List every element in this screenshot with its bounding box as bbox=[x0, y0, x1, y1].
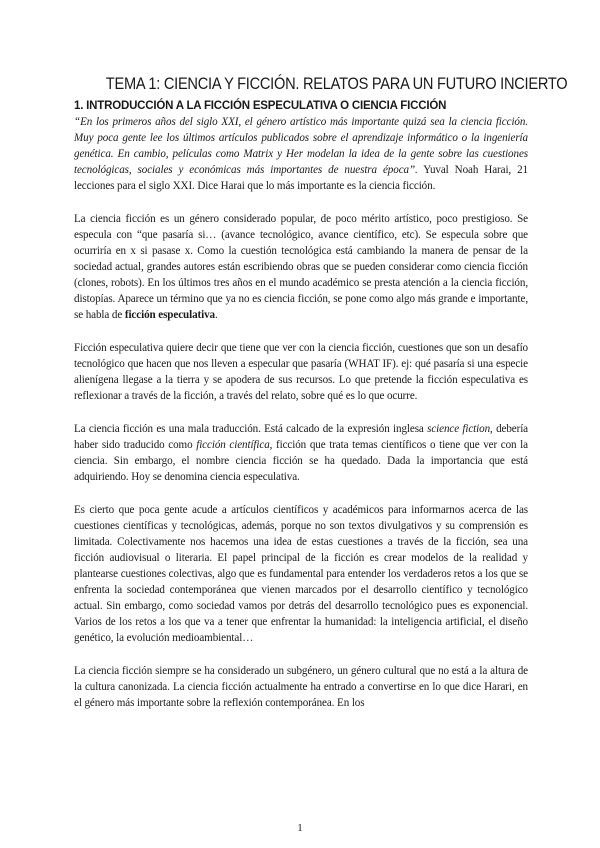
quote-attribution: Yuval Noah Harai, 21 lecciones para el siglo XXI. Dice Harai que lo más importante es la ciencia ficción. bbox=[74, 164, 528, 192]
italic-science-fiction: science fiction bbox=[427, 423, 491, 435]
paragraph-4-text-1: La ciencia ficción es una mala traducción. Está calcado de la expresión inglesa bbox=[74, 423, 428, 435]
paragraph-2-text: La ciencia ficción es un género considerado popular, de poco mérito artístico, poco prestigioso. Se especula con “que pasaría si… (avance tecnológico, avance científico, etc). Se especula sobre que ocurriría en x si pasase x. Como la cuestión tecnológica está cambiando la manera de pensar de la sociedad actual, grandes autores están escribiendo obras que se pueden considerar como ciencia ficción (clones, robots). En los últimos tres años en el mundo académico se presta atención a la ciencia ficción, distopías. Aparece un término que ya no es ciencia ficción, se pone como algo más grande e importante, se habla de bbox=[74, 213, 528, 321]
paragraph-2 bbox=[74, 211, 528, 323]
page-number: 1 bbox=[297, 822, 303, 834]
document-title: TEMA 1: CIENCIA Y FICCIÓN. RELATOS PARA UN FUTURO INCIERTO bbox=[105, 74, 568, 93]
page-content bbox=[74, 74, 568, 728]
paragraph-4-text-2: , debería haber sido traducido como bbox=[74, 423, 529, 451]
section-heading: 1. INTRODUCCIÓN A LA FICCIÓN ESPECULATIVA O CIENCIA FICCIÓN bbox=[74, 100, 447, 112]
paragraph-4 bbox=[74, 421, 528, 485]
paragraph-4-text-3: , ficción que trata temas científicos o tiene que ver con la ciencia. Sin embargo, el nombre ciencia ficción se ha quedado. Dada la importancia que está adquiriendo. Hoy se denomina ciencia especulativa. bbox=[74, 439, 528, 483]
paragraph-6: La ciencia ficción siempre se ha considerado un subgénero, un género cultural que no está a la altura de la cultura canonizada. La ciencia ficción actualmente ha entrado a convertirse en lo que dice Harari, en el género más importante sobre la reflexión contemporánea. En los bbox=[74, 665, 528, 709]
harari-quote: “En los primeros años del siglo XXI, el género artístico más importante quizá sea la ciencia ficción. Muy poca gente lee los últimos artículos publicados sobre el aprendizaje informático o la ingeniería genética. En cambio, películas como Matrix y Her modelan la idea de la gente sobre las cuestiones tecnológicas, sociales y económicas más importantes de nuestra época”. bbox=[74, 116, 528, 176]
paragraph-3: Ficción especulativa quiere decir que tiene que ver con la ciencia ficción, cuestiones que son un desafío tecnológico que hacen que nos lleven a especular que pasaría (WHAT IF). ej: qué pasaría si una especie alienígena llegase a la tierra y se apodera de sus recursos. Lo que pretende la ficción especulativa es reflexionar a través de la ficción, a través del relato, sobre qué es lo que ocurre. bbox=[74, 342, 528, 402]
paragraph-quote bbox=[74, 114, 528, 194]
paragraph-5: Es cierto que poca gente acude a artículos científicos y académicos para informarnos acerca de las cuestiones científicas y tecnológicas, además, porque no son textos divulgativos y su comprensión es limitada. Colectivamente nos hacemos una idea de estas cuestiones a través de la ficción, sea una ficción audiovisual o literaria. El papel principal de la ficción es crear modelos de la realidad y plantearse cuestiones colectivas, algo que es fundamental para entender los verdaderos retos a los que se enfrenta la sociedad contemporánea que vienen marcados por el desarrollo científico y tecnológico actual. Sin embargo, como sociedad vamos por detrás del desarrollo tecnológico pues es exponencial. Varios de los retos a los que va a tener que enfrentar la humanidad: la inteligencia artificial, el diseño genético, la evolución medioambiental… bbox=[74, 504, 528, 644]
italic-ficcion-cientifica: ficción científica bbox=[196, 439, 270, 451]
paragraph-2-end: . bbox=[214, 309, 218, 321]
bold-term-ficcion-especulativa: ficción especulativa bbox=[124, 309, 215, 321]
